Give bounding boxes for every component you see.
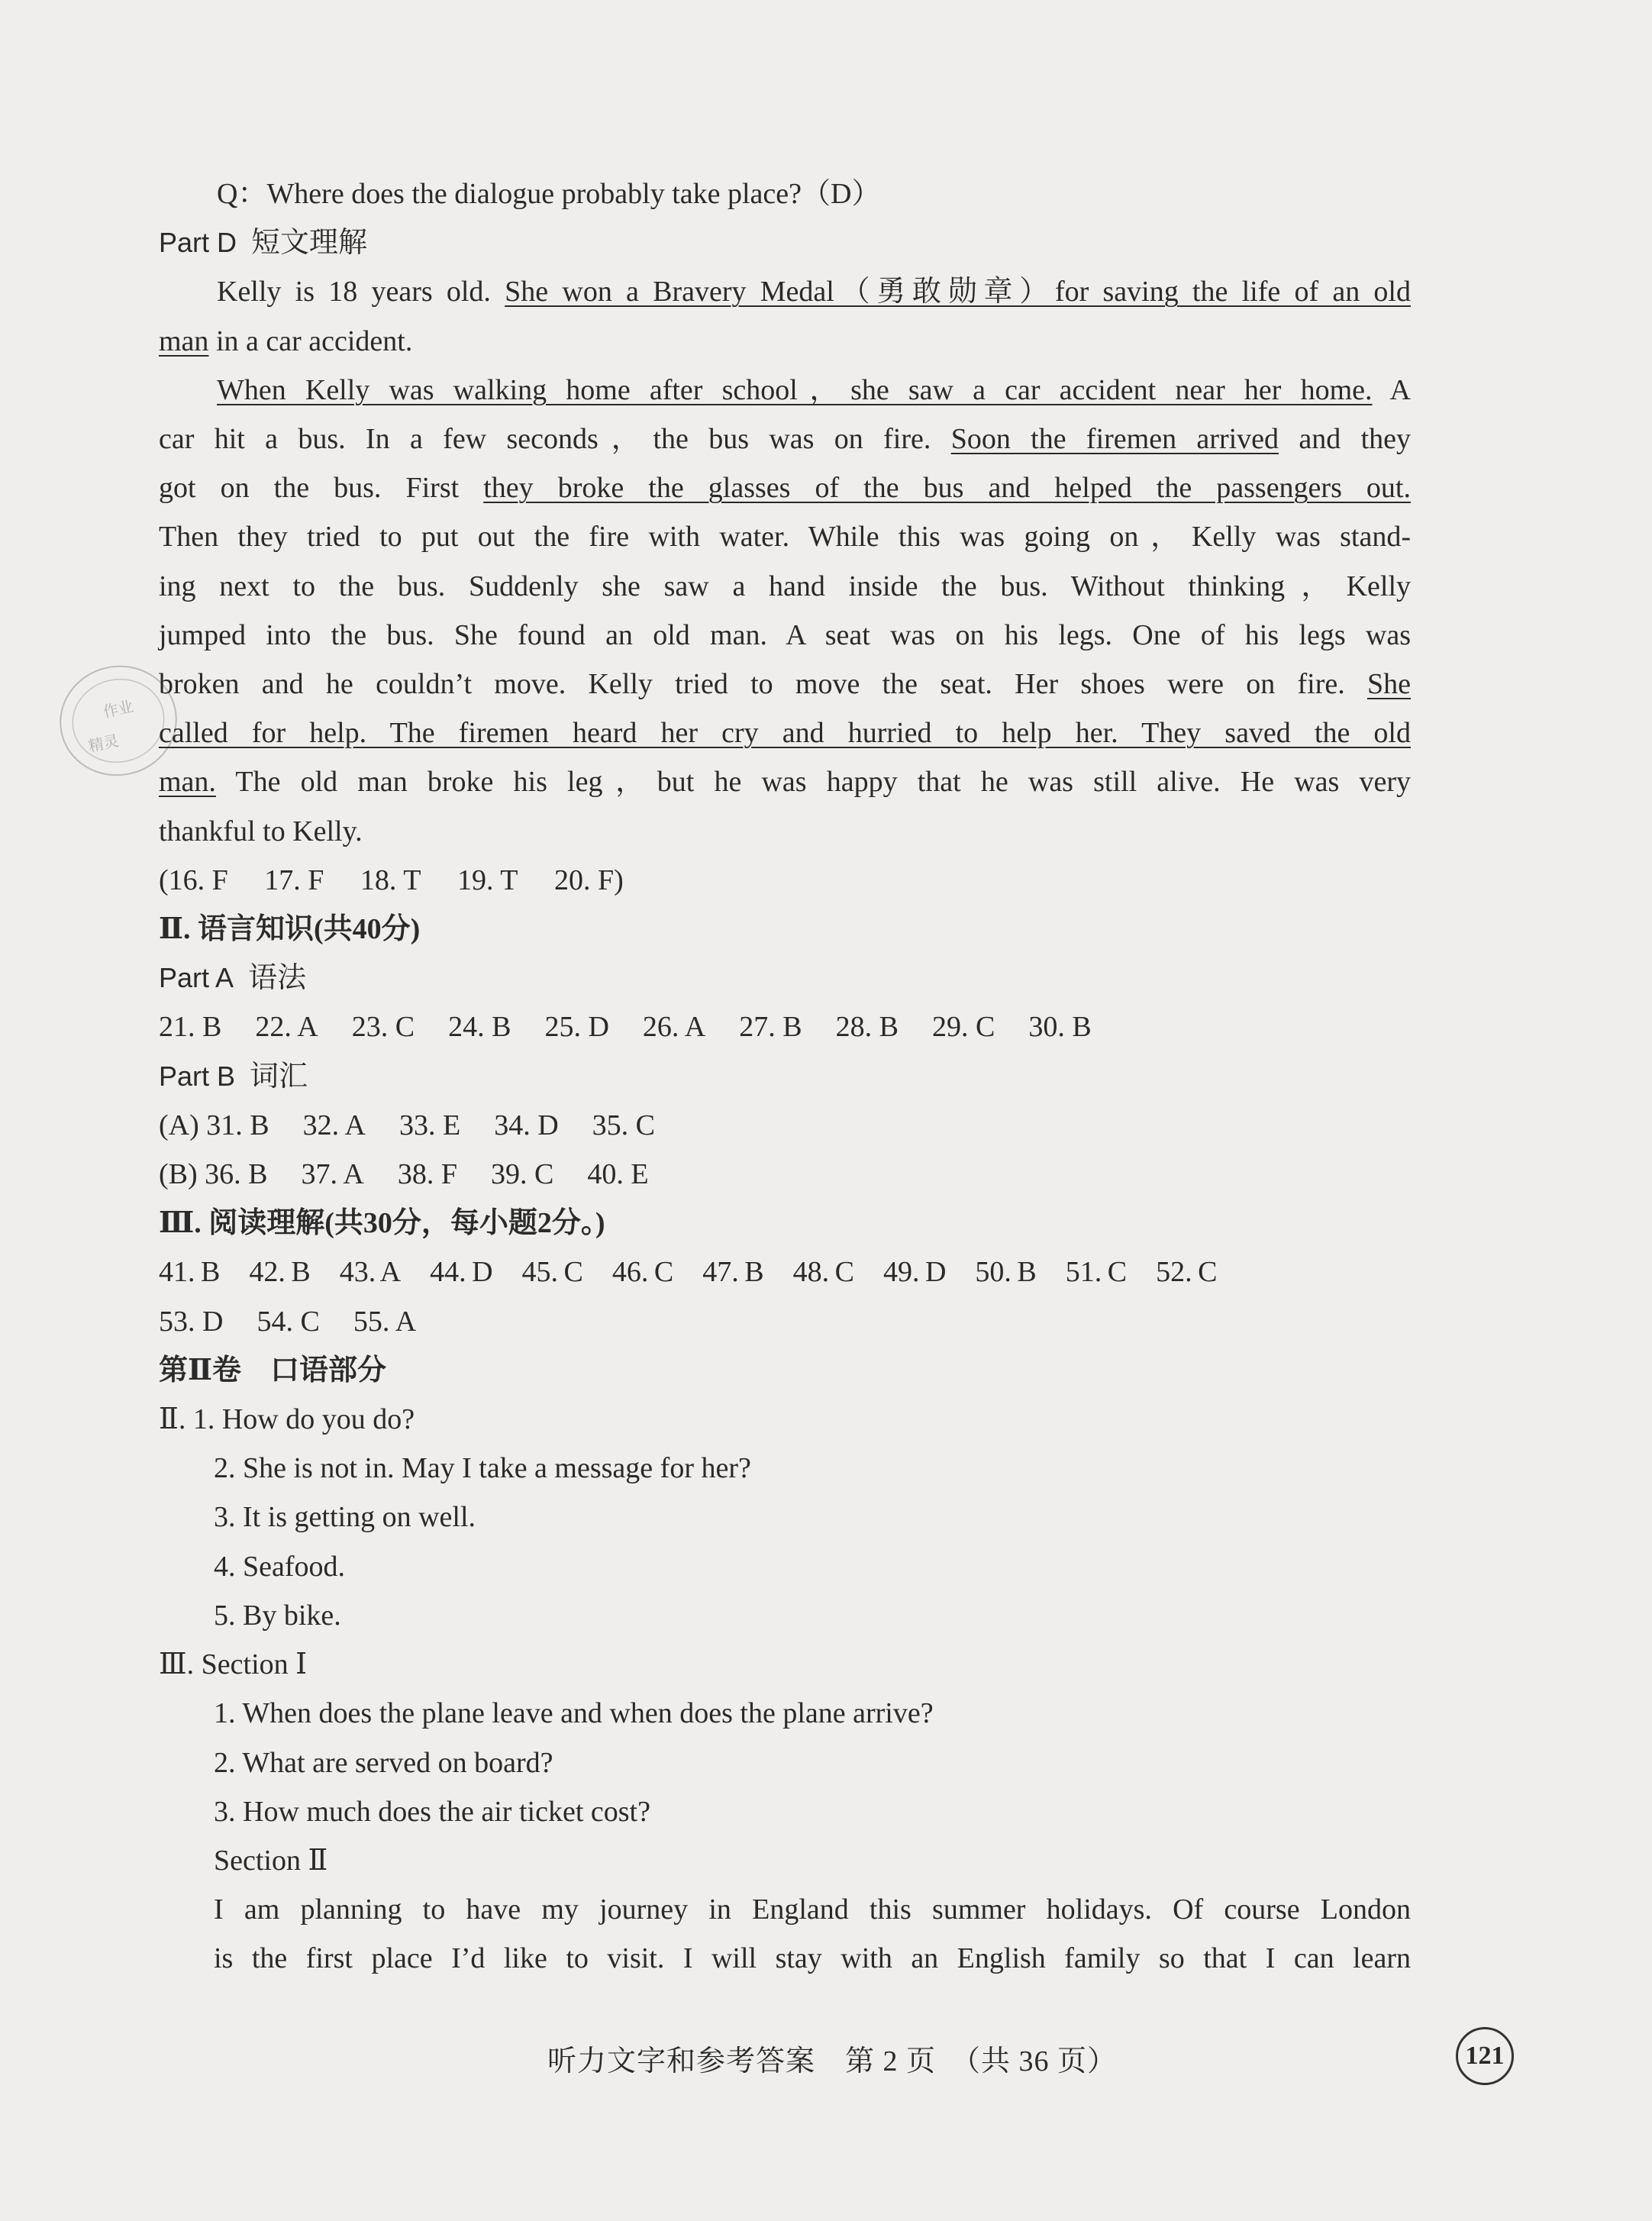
part-a-heading: Part A 语法 (159, 962, 307, 995)
section-2-text-line-1: I am planning to have my journey in England this summer holidays. Of course London (214, 1893, 1411, 1926)
answer-item: 37. A (301, 1158, 364, 1191)
answer-item: 32. A (302, 1109, 366, 1141)
passage-line-10: called for help. The firemen heard her cry and hurried to help her. They saved the old (159, 717, 1411, 750)
answer-item: 26. A (642, 1011, 706, 1044)
passage-line-11: man. The old man broke his leg，but he was happy that he was still alive. He was very (159, 766, 1411, 799)
answer-item: 47. B (702, 1256, 764, 1289)
oral-item-3: 3. It is getting on well. (214, 1501, 476, 1534)
answer-item: 46. C (611, 1256, 674, 1289)
answer-item: 51. C (1065, 1256, 1128, 1289)
vocab-b-answers-row (159, 1150, 1411, 1199)
answer-content (159, 169, 1411, 1984)
page-footer: 听力文字和参考答案 第 2 页 （共 36 页） (547, 2045, 1117, 2077)
answer-item: 54. C (257, 1305, 320, 1338)
answer-item: 53. D (159, 1305, 224, 1338)
section-part-d-heading: Part D 短文理解 (159, 227, 368, 260)
answer-item: 30. B (1028, 1011, 1092, 1044)
answer-item: 23. C (351, 1011, 415, 1044)
passage-line-6: Then they tried to put out the fire with water. While this was going on，Kelly was stand- (159, 521, 1411, 554)
answer-item: 22. A (255, 1011, 318, 1044)
passage-line-2: man in a car accident. (159, 324, 413, 357)
answer-item: 33. E (398, 1109, 461, 1141)
answer-item: 44. D (430, 1256, 493, 1289)
answer-item: 21. B (159, 1011, 222, 1044)
passage-line-5: got on the bus. First they broke the glasses of the bus and helped the passengers out. (159, 472, 1411, 505)
answer-item: 35. C (592, 1109, 655, 1141)
answer-item: 27. B (739, 1011, 802, 1044)
page-number-badge: 121 (1456, 2027, 1514, 2085)
answer-item: 49. D (882, 1256, 947, 1289)
section-2-text-line-2: is the first place I’d like to visit. I will stay with an English family so that I can learn (214, 1942, 1411, 1975)
oral-item-5: 5. By bike. (214, 1599, 341, 1632)
answer-item: (A) 31. B (159, 1109, 269, 1141)
answer-item: 42. B (249, 1256, 311, 1289)
answer-item: 41. B (159, 1256, 221, 1289)
answer-item: 34. D (494, 1109, 559, 1141)
stamp-text-top: 作业 (101, 696, 135, 722)
section-1-question-2: 2. What are served on board? (214, 1746, 553, 1779)
stamp-text-bottom: 精灵 (86, 731, 121, 756)
passage-line-9: broken and he couldn’t move. Kelly tried to move the seat. Her shoes were on fire. She (159, 668, 1411, 701)
section-1-question-1: 1. When does the plane leave and when does the plane arrive? (214, 1697, 934, 1730)
answer-item: 29. C (931, 1011, 995, 1044)
answer-item: 52. C (1156, 1256, 1218, 1289)
reading-answers-row-2 (159, 1297, 1411, 1346)
answer-item: 24. B (448, 1011, 511, 1044)
section-1-question-3: 3. How much does the air ticket cost? (214, 1795, 650, 1828)
oral-item-2: 2. She is not in. May I take a message for her? (214, 1452, 751, 1485)
answer-item: 28. B (835, 1011, 899, 1044)
answer-item: 50. B (975, 1256, 1037, 1289)
passage-line-8: jumped into the bus. She found an old man. A seat was on his legs. One of his legs was (159, 618, 1411, 651)
passage-line-1: Kelly is 18 years old. She won a Bravery Medal（勇敢勋章）for saving the life of an old (217, 276, 1411, 308)
passage-line-12: thankful to Kelly. (159, 815, 363, 847)
section-2-heading: Ⅱ. 语言知识(共40分) (159, 913, 421, 946)
section-2-label: Section Ⅱ (214, 1844, 328, 1877)
answer-item: (B) 36. B (159, 1158, 268, 1191)
question-line: Q：Where does the dialogue probably take place?（D） (217, 178, 881, 210)
part-b-heading: Part B 词汇 (159, 1060, 308, 1093)
answer-item: 45. C (521, 1256, 583, 1289)
volume-2-heading: 第Ⅱ卷 口语部分 (159, 1354, 387, 1387)
passage-line-4: car hit a bus. In a few seconds，the bus was on fire. Soon the firemen arrived and they (159, 423, 1411, 456)
answer-item: 48. C (792, 1256, 854, 1289)
answer-item: 43. A (339, 1256, 402, 1289)
section-1-heading: Ⅲ. Section Ⅰ (159, 1648, 308, 1681)
grammar-answers-row (159, 1002, 1411, 1051)
answer-item: 38. F (397, 1158, 457, 1191)
passage-line-3: When Kelly was walking home after school，she saw a car accident near her home. A (217, 373, 1411, 406)
oral-item-1: Ⅱ. 1. How do you do? (159, 1403, 415, 1436)
section-3-heading: Ⅲ. 阅读理解(共30分，每小题2分。) (159, 1207, 605, 1240)
answer-item: 55. A (353, 1305, 417, 1338)
vocab-a-answers-row (159, 1101, 1411, 1150)
answer-item: 25. D (544, 1011, 609, 1044)
part-d-answers: (16. F 17. F 18. T 19. T 20. F) (159, 864, 624, 896)
answer-item: 40. E (587, 1158, 649, 1191)
answer-item: 39. C (491, 1158, 554, 1191)
oral-item-4: 4. Seafood. (214, 1550, 346, 1583)
reading-answers-row-1 (159, 1248, 1411, 1296)
passage-line-7: ing next to the bus. Suddenly she saw a hand inside the bus. Without thinking，Kelly (159, 570, 1411, 602)
